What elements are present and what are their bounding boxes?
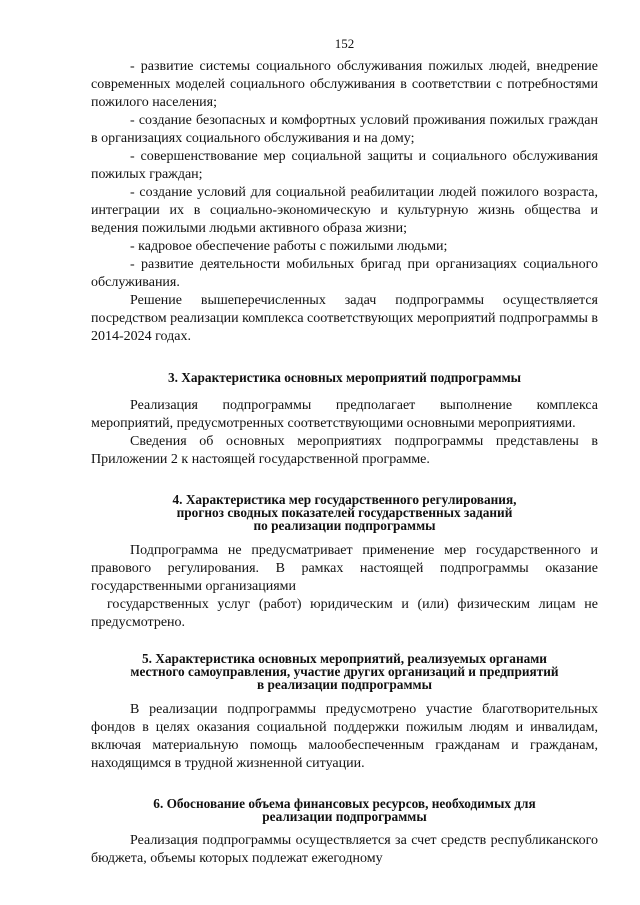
heading-line: местного самоуправления, участие других организаций и предприятий [130,664,559,679]
heading-line: реализации подпрограммы [262,809,427,824]
list-item: - совершенствование мер социальной защиты и социального обслуживания пожилых граждан; [91,149,598,182]
list-item: - развитие системы социального обслуживания пожилых людей, внедрение современных моделей социального обслуживания в соответствии с потребностями пожилого населения; [91,59,598,110]
section-6-paragraph-1: Реализация подпрограммы осуществляется за счет средств республиканского бюджета, объемы которых подлежат ежегодному [91,833,598,866]
section-3-heading [91,371,598,384]
heading-line: по реализации подпрограммы [253,518,436,533]
section-3-paragraph-2: Сведения об основных мероприятиях подпрограммы представлены в Приложении 2 к настоящей государственной программе. [91,434,598,467]
intro-paragraph: Решение вышеперечисленных задач подпрограммы осуществляется посредством реализации комплекса соответствующих мероприятий подпрограммы в 2014-2024 годах. [91,293,598,344]
heading-line: 4. Характеристика мер государственного регулирования, [172,492,517,507]
list-item: - развитие деятельности мобильных бригад при организациях социального обслуживания. [91,257,598,290]
section-4-paragraph-2-text: государственных услуг (работ) юридическим и (или) физическим лицам не предусмотрено. [91,597,598,630]
list-item: - создание безопасных и комфортных условий проживания пожилых граждан в организациях социального обслуживания и на дому; [91,113,598,146]
section-4-paragraph-1: Подпрограмма не предусматривает применение мер государственного и правового регулирования. В рамках настоящей подпрограммы оказание государственными организациями [91,543,598,594]
heading-line: 6. Обоснование объема финансовых ресурсов, необходимых для [153,796,536,811]
section-5-paragraph-1: В реализации подпрограммы предусмотрено участие благотворительных фондов в целях оказания социальной поддержки пожилым людям и инвалидам, включая материальную помощь малообеспеченным гражданам и гражданам, находящимся в трудной жизненной ситуации. [91,702,598,771]
heading-line: прогноз сводных показателей государственных заданий [176,505,513,520]
section-6-heading [91,797,598,823]
heading-line: в реализации подпрограммы [257,677,432,692]
list-item: - кадровое обеспечение работы с пожилыми людьми; [130,239,448,254]
page-number: 152 [334,36,355,51]
heading-line: 5. Характеристика основных мероприятий, реализуемых органами [142,651,547,666]
section-4-heading [91,493,598,532]
section-4-paragraph-2 [91,596,598,632]
section-5-heading [91,652,598,691]
section-3-heading-text: 3. Характеристика основных мероприятий подпрограммы [167,370,522,385]
section-3-paragraph-1: Реализация подпрограммы предполагает выполнение комплекса мероприятий, предусмотренных соответствующими основными мероприятиями. [91,398,598,431]
list-item: - создание условий для социальной реабилитации людей пожилого возраста, интеграции их в социально-экономическую и культурную жизнь общества и ведения пожилыми людьми активного образа жизни; [91,185,598,236]
